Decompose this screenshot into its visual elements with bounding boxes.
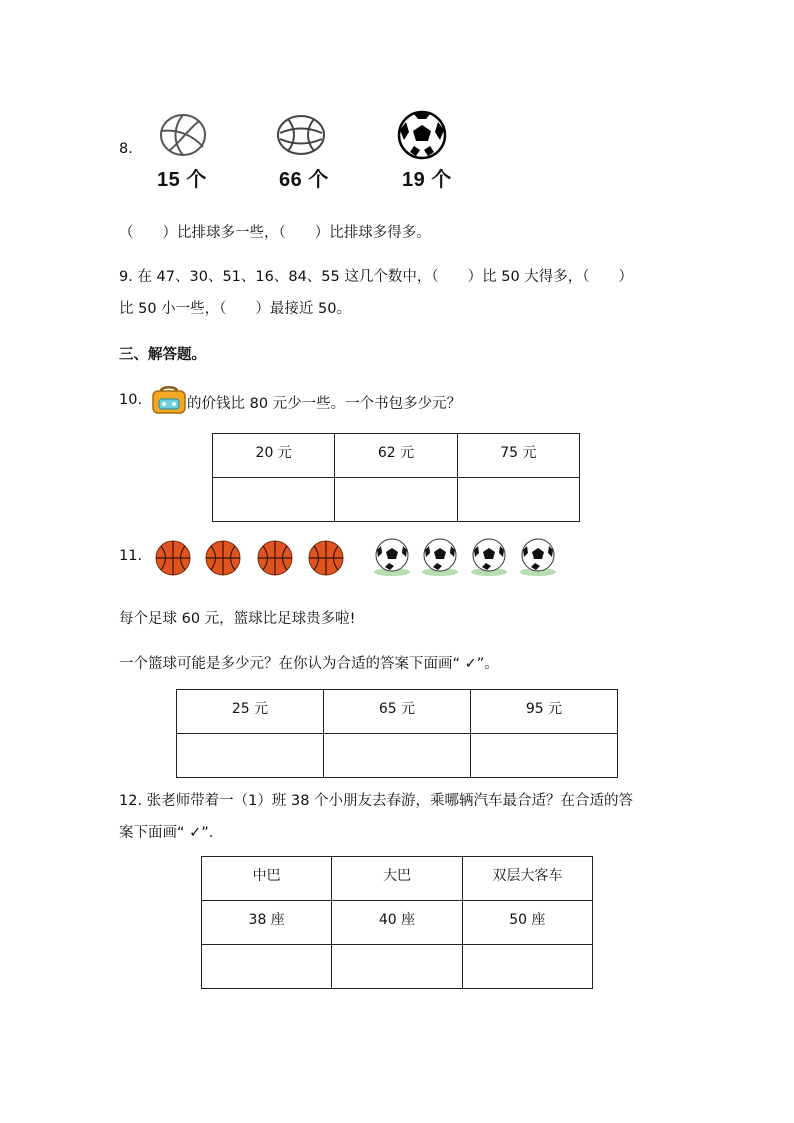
soccer-ball-icon xyxy=(374,539,410,576)
volleyball-count: 15 个 xyxy=(157,169,207,191)
q10-answer-cell[interactable] xyxy=(335,478,457,522)
q11-line-2: 一个篮球可能是多少元？在你认为合适的答案下面画“ ✓”。 xyxy=(119,656,499,672)
q12-seat-count: 50 座 xyxy=(462,901,592,945)
q12-answer-cell[interactable] xyxy=(462,945,592,989)
basketball-row xyxy=(155,538,355,578)
q12-seat-count: 40 座 xyxy=(332,901,462,945)
basketball-icon xyxy=(309,541,343,575)
soccer-ball-icon xyxy=(422,539,458,576)
q10-option-75: 75 元 xyxy=(457,434,579,478)
q11-answer-cell[interactable] xyxy=(471,734,618,778)
q8-question-text: （ ）比排球多一些，（ ）比排球多得多。 xyxy=(119,225,431,241)
q12-bus-type: 中巴 xyxy=(202,857,332,901)
q11-option-65: 65 元 xyxy=(324,690,471,734)
q11-option-95: 95 元 xyxy=(471,690,618,734)
soccer-count: 19 个 xyxy=(402,169,452,191)
basketball-icon xyxy=(206,541,240,575)
soccer-ball-icon xyxy=(396,110,448,160)
q10-answer-cell[interactable] xyxy=(213,478,335,522)
q12-bus-type: 大巴 xyxy=(332,857,462,901)
q11-answer-cell[interactable] xyxy=(177,734,324,778)
q10-option-62: 62 元 xyxy=(335,434,457,478)
q10-option-20: 20 元 xyxy=(213,434,335,478)
basketball-icon xyxy=(258,541,292,575)
q12-seat-count: 38 座 xyxy=(202,901,332,945)
basketball-icon xyxy=(156,541,190,575)
q8-number: 8. xyxy=(119,141,133,157)
q11-number: 11. xyxy=(119,548,143,564)
q12-line-2: 案下面画“ ✓”. xyxy=(119,825,214,841)
soccer-ball-icon xyxy=(471,539,507,576)
q11-answer-table xyxy=(176,689,618,778)
soccer-ball-row xyxy=(364,536,564,580)
q12-answer-table xyxy=(201,856,593,989)
schoolbag-icon xyxy=(151,385,187,415)
q11-line-1: 每个足球 60 元，篮球比足球贵多啦! xyxy=(119,611,356,627)
q10-answer-table xyxy=(212,433,580,522)
volleyball-icon xyxy=(159,113,207,157)
q9-line-2: 比 50 小一些，（ ）最接近 50。 xyxy=(119,301,351,317)
q10-number: 10. xyxy=(119,392,143,408)
q12-line-1: 12. 张老师带着一（1）班 38 个小朋友去春游，乘哪辆汽车最合适？在合适的答 xyxy=(119,793,634,809)
q12-bus-type: 双层大客车 xyxy=(462,857,592,901)
q12-answer-cell[interactable] xyxy=(332,945,462,989)
q12-answer-cell[interactable] xyxy=(202,945,332,989)
basketball-count: 66 个 xyxy=(279,169,329,191)
q10-question-text: 的价钱比 80 元少一些。一个书包多少元？ xyxy=(187,396,462,412)
basketball-outline-icon xyxy=(276,113,326,157)
q11-answer-cell[interactable] xyxy=(324,734,471,778)
soccer-ball-icon xyxy=(520,539,556,576)
q10-answer-cell[interactable] xyxy=(457,478,579,522)
q9-line-1: 9. 在 47、30、51、16、84、55 这几个数中，（ ）比 50 大得多，（ ） xyxy=(119,269,634,285)
section-3-title: 三、解答题。 xyxy=(119,347,206,363)
q11-option-25: 25 元 xyxy=(177,690,324,734)
